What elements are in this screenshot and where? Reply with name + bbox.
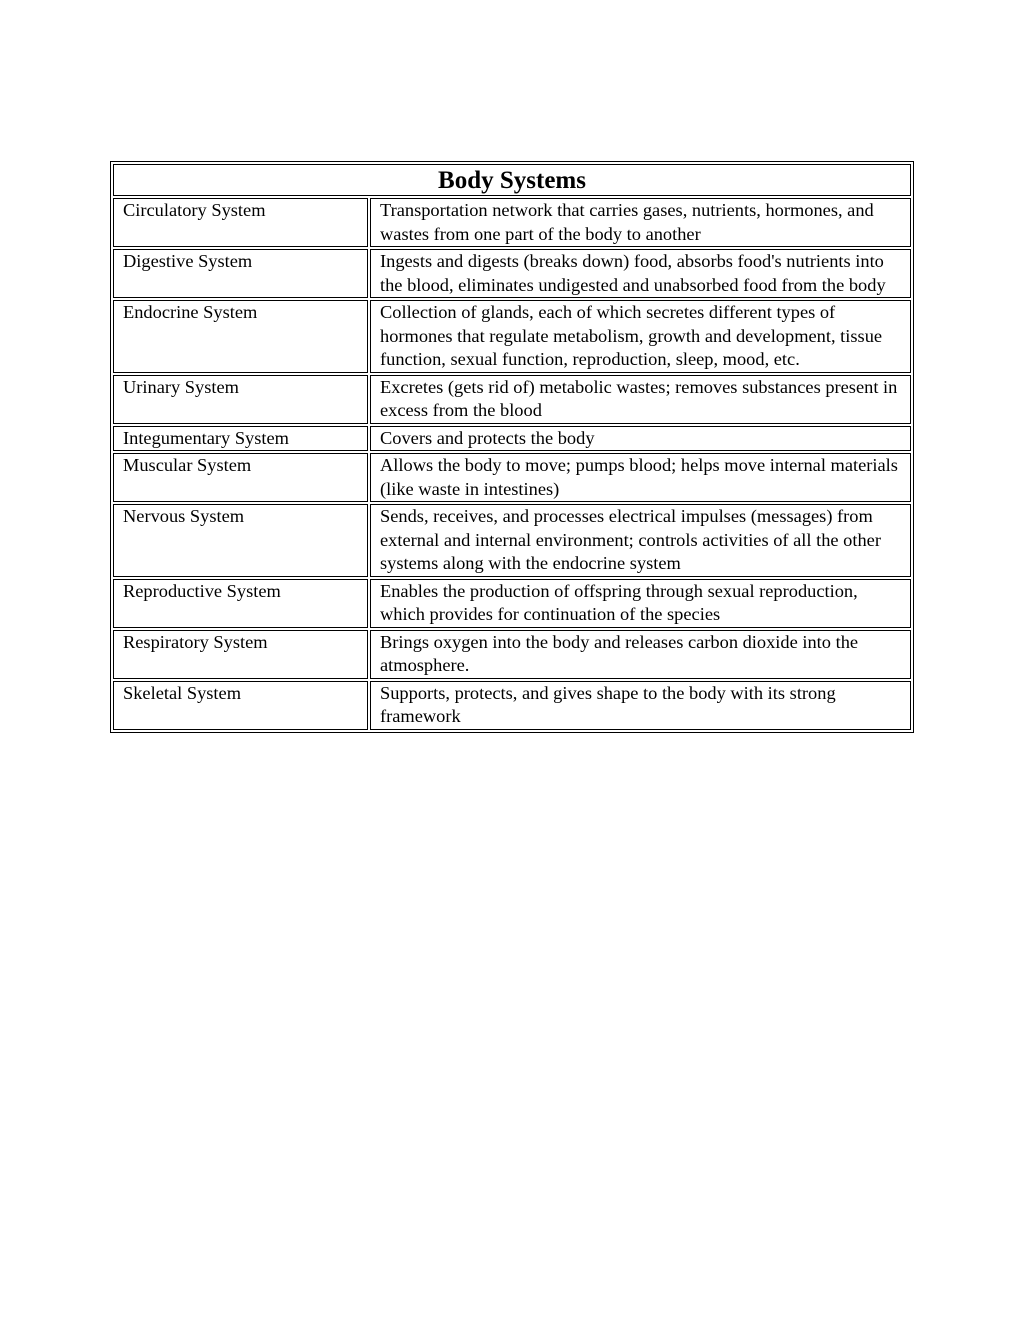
table-row <box>113 375 911 424</box>
system-description-cell: Sends, receives, and processes electrical impulses (messages) from external and internal environment; controls activities of all the other systems along with the endocrine system <box>370 504 911 577</box>
system-description-cell: Supports, protects, and gives shape to the body with its strong framework <box>370 681 911 730</box>
table-row <box>113 198 911 247</box>
system-name-cell: Endocrine System <box>113 300 368 373</box>
table-row <box>113 426 911 452</box>
table-title: Body Systems <box>113 164 911 196</box>
table-row <box>113 579 911 628</box>
system-description-cell: Covers and protects the body <box>370 426 911 452</box>
table-title-row <box>113 164 911 196</box>
table-row <box>113 249 911 298</box>
system-name-cell: Skeletal System <box>113 681 368 730</box>
table-row <box>113 630 911 679</box>
body-systems-table-container <box>110 161 914 733</box>
system-name-cell: Integumentary System <box>113 426 368 452</box>
system-description-cell: Excretes (gets rid of) metabolic wastes; removes substances present in excess from the blood <box>370 375 911 424</box>
system-name-cell: Urinary System <box>113 375 368 424</box>
system-name-cell: Digestive System <box>113 249 368 298</box>
system-description-cell: Collection of glands, each of which secretes different types of hormones that regulate metabolism, growth and development, tissue function, sexual function, reproduction, sleep, mood, etc. <box>370 300 911 373</box>
body-systems-table <box>110 161 914 733</box>
system-name-cell: Nervous System <box>113 504 368 577</box>
table-row <box>113 504 911 577</box>
system-description-cell: Brings oxygen into the body and releases carbon dioxide into the atmosphere. <box>370 630 911 679</box>
system-name-cell: Reproductive System <box>113 579 368 628</box>
system-description-cell: Ingests and digests (breaks down) food, absorbs food's nutrients into the blood, eliminates undigested and unabsorbed food from the body <box>370 249 911 298</box>
table-row <box>113 453 911 502</box>
system-name-cell: Circulatory System <box>113 198 368 247</box>
system-name-cell: Respiratory System <box>113 630 368 679</box>
table-row <box>113 300 911 373</box>
table-row <box>113 681 911 730</box>
system-description-cell: Transportation network that carries gases, nutrients, hormones, and wastes from one part of the body to another <box>370 198 911 247</box>
system-description-cell: Enables the production of offspring through sexual reproduction, which provides for continuation of the species <box>370 579 911 628</box>
system-name-cell: Muscular System <box>113 453 368 502</box>
system-description-cell: Allows the body to move; pumps blood; helps move internal materials (like waste in intestines) <box>370 453 911 502</box>
